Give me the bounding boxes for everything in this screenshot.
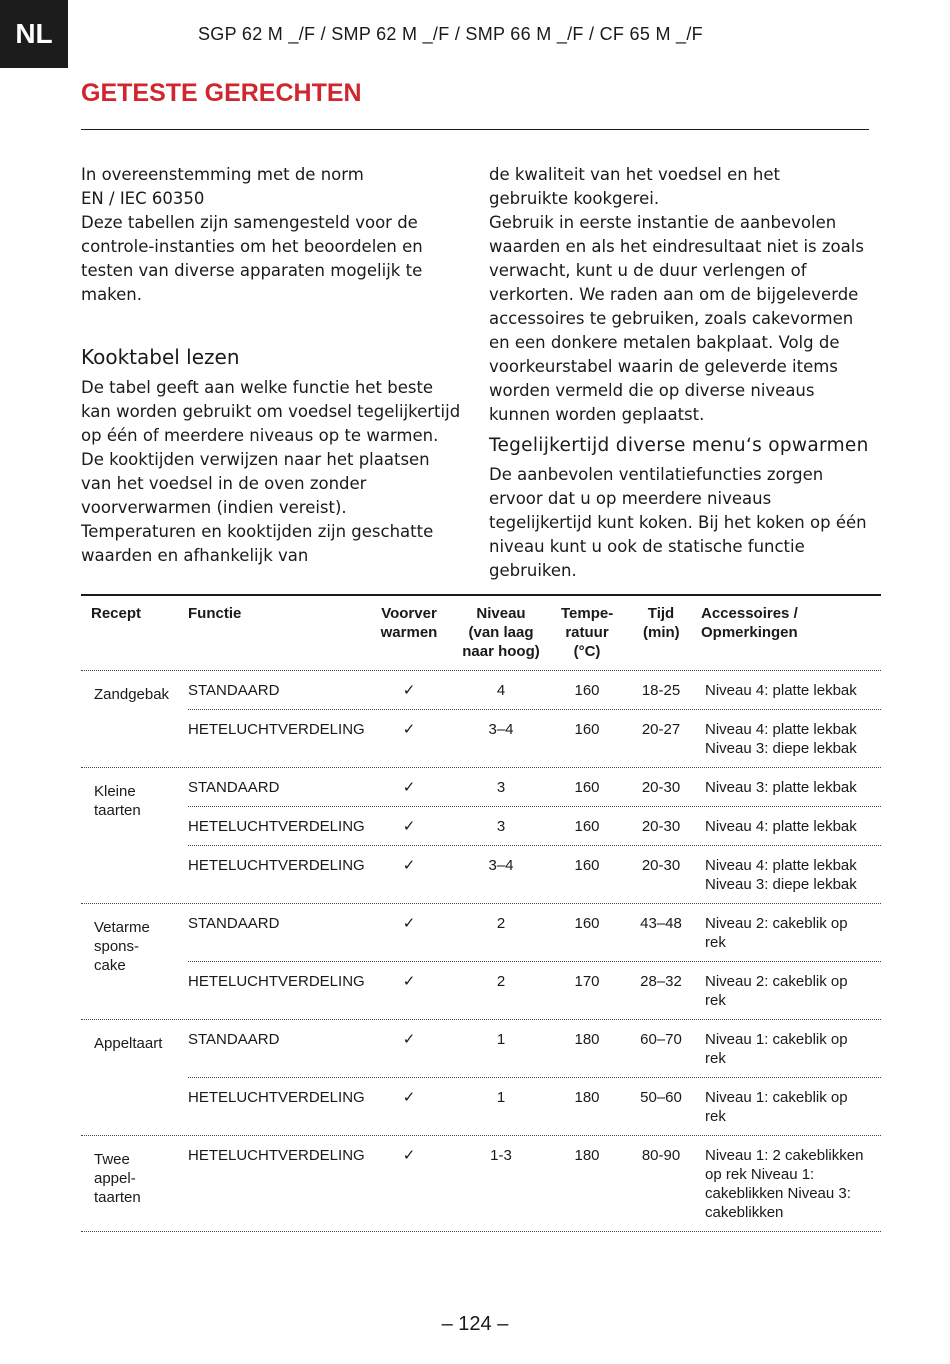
intro-text: In overeenstemming met de norm EN / IEC 60350 [81, 165, 364, 208]
accessories-cell: Niveau 4: platte lekbak [705, 818, 857, 835]
level-cell: 3 [496, 818, 506, 835]
page-number: – 124 – [441, 1313, 509, 1335]
table-row [188, 845, 881, 903]
temperature-cell: 170 [574, 973, 600, 990]
right-paragraph-2: Gebruik in eerste instantie de aanbevolen waarden en als het eindresultaat niet is zoals verwacht, kunt u de duur verlengen of verkorten. We raden aan om de bijgeleverde accessoires te gebruiken, zoals cakevormen en een donkere metalen bakplaat. Volg de voorkeurstabel waarin de geleverde items worden vermeld die op diverse niveaus kunnen worden geplaatst. [489, 213, 864, 424]
temperature-cell: 160 [574, 857, 600, 874]
temperature-cell: 160 [574, 915, 600, 932]
temperature-cell: 160 [574, 682, 600, 699]
right-paragraph-3: De aanbevolen ventilatiefuncties zorgen ervoor dat u op meerdere niveaus tegelijkertijd kunt koken. Bij het koken op één niveau kunt u ook de statische functie gebruiken. [489, 465, 867, 580]
header-accessories: Accessoires / Opmerkingen [701, 605, 798, 641]
reading-paragraph-2: De kooktijden verwijzen naar het plaatsen van het voedsel in de oven zonder voorverwarmen (indien vereist). Temperaturen en kooktijden zijn geschatte waarden en afhankelijk van [81, 450, 434, 565]
table-row [188, 1077, 881, 1135]
level-cell: 1 [496, 1089, 506, 1106]
preheat-check-icon: ✓ [402, 721, 416, 738]
table-row [188, 806, 881, 845]
function-cell: HETELUCHTVERDELING [188, 973, 365, 990]
preheat-check-icon: ✓ [402, 857, 416, 874]
left-column [81, 163, 466, 568]
language-tab: NL [0, 0, 68, 68]
header-recipe: Recept [91, 605, 142, 622]
level-cell: 1-3 [490, 1147, 512, 1164]
section-heading-reading-table: Kooktabel lezen [81, 345, 240, 369]
preheat-check-icon: ✓ [402, 973, 416, 990]
temperature-cell: 160 [574, 818, 600, 835]
table-header [81, 596, 881, 670]
accessories-cell: Niveau 2: cakeblik op rek [705, 973, 848, 1009]
accessories-cell: Niveau 3: platte lekbak [705, 779, 857, 796]
header-temperature: Tempe- ratuur (°C) [561, 605, 614, 660]
temperature-cell: 180 [574, 1089, 600, 1106]
accessories-cell: Niveau 4: platte lekbak Niveau 3: diepe lekbak [705, 857, 857, 893]
table-bottom-rule [81, 1231, 881, 1232]
time-cell: 80-90 [641, 1147, 681, 1164]
recipe-name: Kleine taarten [94, 783, 141, 819]
recipe-rows [188, 1020, 881, 1135]
function-cell: STANDAARD [188, 779, 280, 796]
level-cell: 3 [496, 779, 506, 796]
level-cell: 3–4 [488, 857, 514, 874]
table-row [188, 671, 881, 709]
temperature-cell: 160 [574, 721, 600, 738]
header-time: Tijd (min) [643, 605, 680, 641]
function-cell: HETELUCHTVERDELING [188, 818, 365, 835]
time-cell: 20-30 [641, 818, 681, 835]
function-cell: STANDAARD [188, 1031, 280, 1048]
temperature-cell: 180 [574, 1147, 600, 1164]
time-cell: 28–32 [640, 973, 682, 990]
recipe-name: Twee appel- taarten [94, 1151, 141, 1206]
accessories-cell: Niveau 4: platte lekbak [705, 682, 857, 699]
function-cell: HETELUCHTVERDELING [188, 1147, 365, 1164]
preheat-check-icon: ✓ [402, 915, 416, 932]
preheat-check-icon: ✓ [402, 779, 416, 796]
title-divider [81, 129, 869, 130]
table-row [188, 1136, 881, 1231]
time-cell: 60–70 [640, 1031, 682, 1048]
time-cell: 43–48 [640, 915, 682, 932]
time-cell: 20-27 [641, 721, 681, 738]
preheat-check-icon: ✓ [402, 682, 416, 699]
table-group [81, 670, 881, 767]
temperature-cell: 180 [574, 1031, 600, 1048]
table-row [188, 709, 881, 767]
recipe-name: Vetarme spons- cake [94, 919, 150, 974]
recipe-rows [188, 768, 881, 903]
tested-dishes-table [81, 594, 881, 1232]
level-cell: 2 [496, 915, 506, 932]
table-row [188, 1020, 881, 1077]
table-group [81, 1135, 881, 1231]
table-group [81, 1019, 881, 1135]
recipe-name: Zandgebak [94, 686, 170, 703]
recipe-rows [188, 1136, 881, 1231]
model-list: SGP 62 M _/F / SMP 62 M _/F / SMP 66 M _/F / CF 65 M _/F [198, 24, 703, 44]
accessories-cell: Niveau 1: cakeblik op rek [705, 1031, 848, 1067]
reading-paragraph-1: De tabel geeft aan welke functie het beste kan worden gebruikt om voedsel tegelijkertijd op één of meerdere niveaus op te warmen. [81, 378, 461, 445]
recipe-rows [188, 904, 881, 1019]
table-group [81, 767, 881, 903]
recipe-name: Appeltaart [94, 1035, 163, 1052]
level-cell: 2 [496, 973, 506, 990]
recipe-rows [188, 671, 881, 767]
accessories-cell: Niveau 1: cakeblik op rek [705, 1089, 848, 1125]
intro-text-2: Deze tabellen zijn samengesteld voor de controle-instanties om het beoordelen en testen van diverse apparaten mogelijk te maken. [81, 213, 423, 304]
accessories-cell: Niveau 4: platte lekbak Niveau 3: diepe lekbak [705, 721, 857, 757]
preheat-check-icon: ✓ [402, 1089, 416, 1106]
section-heading-multi-level: Tegelijkertijd diverse menu‘s opwarmen [489, 435, 869, 456]
function-cell: HETELUCHTVERDELING [188, 1089, 365, 1106]
function-cell: STANDAARD [188, 682, 280, 699]
accessories-cell: Niveau 1: 2 cakeblikken op rek Niveau 1: cakeblikken Niveau 3: cakeblikken [705, 1147, 864, 1221]
function-cell: HETELUCHTVERDELING [188, 857, 365, 874]
time-cell: 20-30 [641, 779, 681, 796]
right-column [489, 163, 874, 583]
table-group [81, 903, 881, 1019]
temperature-cell: 160 [574, 779, 600, 796]
level-cell: 1 [496, 1031, 506, 1048]
level-cell: 4 [496, 682, 506, 699]
preheat-check-icon: ✓ [402, 818, 416, 835]
header-function: Functie [188, 605, 242, 622]
table-row [188, 961, 881, 1019]
time-cell: 20-30 [641, 857, 681, 874]
preheat-check-icon: ✓ [402, 1147, 416, 1164]
preheat-check-icon: ✓ [402, 1031, 416, 1048]
time-cell: 18-25 [641, 682, 681, 699]
time-cell: 50–60 [640, 1089, 682, 1106]
page-title: GETESTE GERECHTEN [81, 79, 362, 107]
table-row [188, 904, 881, 961]
accessories-cell: Niveau 2: cakeblik op rek [705, 915, 848, 951]
right-paragraph-1: de kwaliteit van het voedsel en het gebruikte kookgerei. [489, 165, 781, 208]
function-cell: STANDAARD [188, 915, 280, 932]
table-row [188, 768, 881, 806]
header-preheat: Voorver warmen [380, 605, 438, 641]
level-cell: 3–4 [488, 721, 514, 738]
function-cell: HETELUCHTVERDELING [188, 721, 365, 738]
header-level: Niveau (van laag naar hoog) [462, 605, 540, 660]
table-body [81, 670, 881, 1231]
